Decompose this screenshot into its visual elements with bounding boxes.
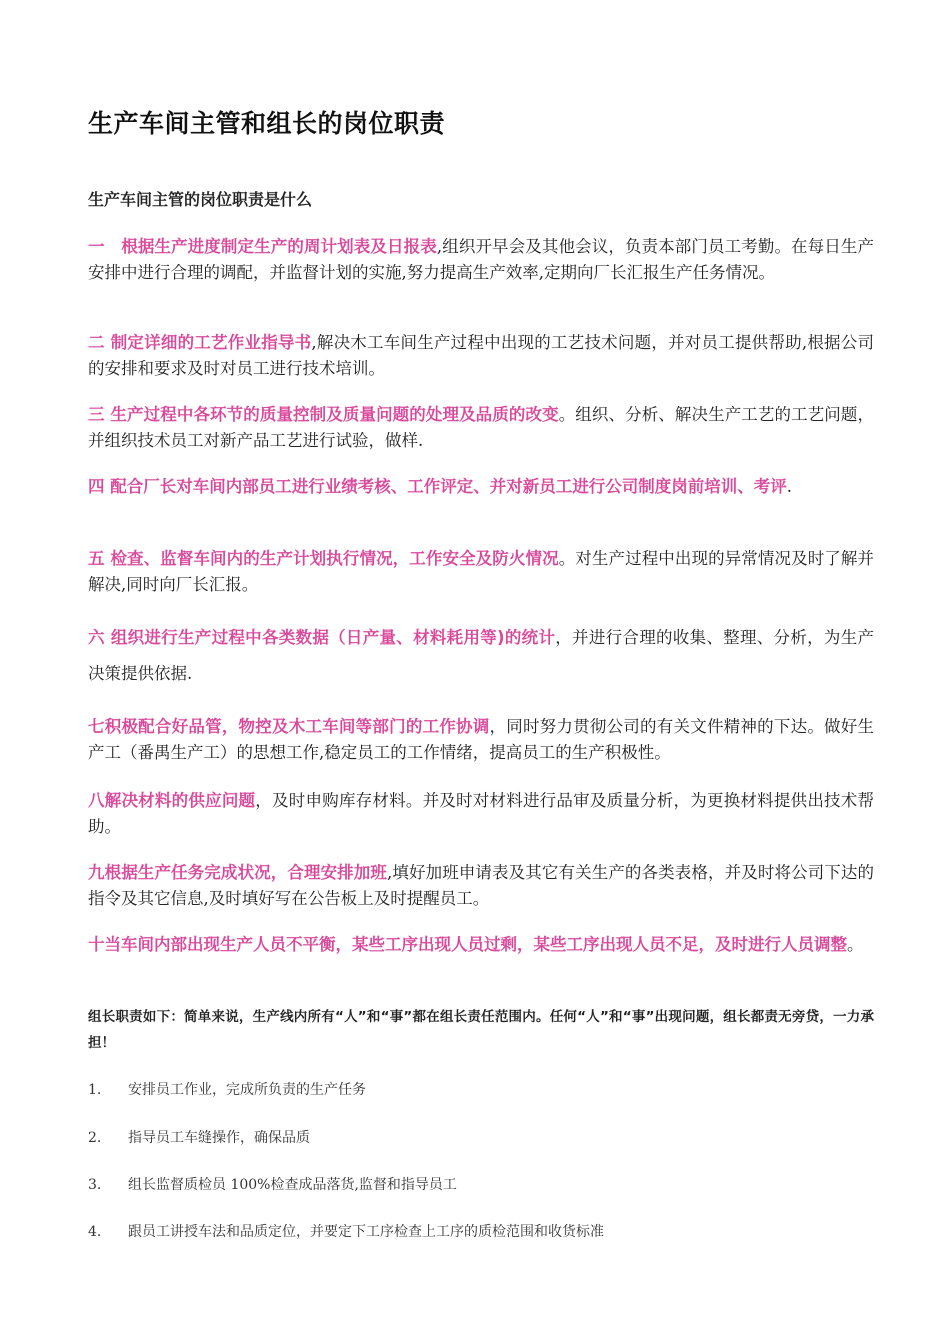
list-number: 3. (88, 1177, 102, 1193)
list-item (88, 1174, 874, 1194)
duty-body: ,组织开早会及其他会议，负责本部门员工考勤。在每日生产安排中进行合理的调配，并监督计划的实施,努力提高生产效率,定期向厂长汇报生产任务情况。 (88, 237, 875, 282)
duty-body: 。 (847, 935, 864, 954)
list-text: 指导员工车缝操作，确保品质 (128, 1130, 310, 1146)
duty-body: ,填好加班申请表及其它有关生产的各类表格，并及时将公司下达的指令及其它信息,及时填好写在公告板上及时提醒员工。 (88, 863, 874, 908)
duty-paragraph-4 (88, 474, 874, 500)
duty-heading: 四 配合厂长对车间内部员工进行业绩考核、工作评定、并对新员工进行公司制度岗前培训、考评 (88, 477, 787, 496)
duty-paragraph-8 (88, 788, 874, 840)
duty-paragraph-2 (88, 330, 874, 382)
duty-paragraph-10 (88, 932, 874, 958)
list-number: 4. (88, 1224, 102, 1240)
duty-heading: 十当车间内部出现生产人员不平衡，某些工序出现人员过剩，某些工序出现人员不足，及时进行人员调整 (88, 935, 847, 954)
list-text: 组长监督质检员 100%检查成品落货,监督和指导员工 (128, 1177, 457, 1193)
duty-body: 。对生产过程中出现的异常情况及时了解并解决,同时向厂长汇报。 (88, 549, 875, 594)
duty-heading: 二 制定详细的工艺作业指导书 (88, 333, 312, 352)
duty-heading: 五 检查、监督车间内的生产计划执行情况，工作安全及防火情况 (88, 549, 559, 568)
list-item (88, 1221, 874, 1241)
list-item (88, 1127, 874, 1147)
duty-paragraph-9 (88, 860, 874, 912)
duty-heading: 六 组织进行生产过程中各类数据（日产量、材料耗用等)的统计 (88, 628, 556, 647)
duty-paragraph-3 (88, 402, 874, 454)
list-text: 安排员工作业，完成所负责的生产任务 (128, 1082, 366, 1098)
duty-paragraph-6 (88, 620, 874, 692)
duty-body: 。组织、分析、解决生产工艺的工艺问题，并组织技术员工对新产品工艺进行试验，做样. (88, 405, 875, 450)
duty-body: ,解决木工车间生产过程中出现的工艺技术问题，并对员工提供帮助,根据公司的安排和要求及时对员工进行技术培训。 (88, 333, 874, 378)
duty-heading: 三 生产过程中各环节的质量控制及质量问题的处理及品质的改变 (88, 405, 559, 424)
duty-paragraph-5 (88, 546, 874, 598)
duty-body: ，及时申购库存材料。并及时对材料进行品审及质量分析，为更换材料提供出技术帮助。 (88, 791, 875, 836)
section-subtitle: 生产车间主管的岗位职责是什么 (88, 190, 313, 209)
document-title: 生产车间主管和组长的岗位职责 (88, 109, 446, 138)
list-number: 1. (88, 1082, 102, 1098)
duty-heading: 九根据生产任务完成状况，合理安排加班 (88, 863, 388, 882)
duty-paragraph-1 (88, 234, 874, 286)
duty-heading: 八解决材料的供应问题 (88, 791, 256, 810)
duty-body: ，同时努力贯彻公司的有关文件精神的下达。做好生产工（番禺生产工）的思想工作,稳定员工的工作情绪，提高员工的生产积极性。 (88, 717, 875, 762)
list-text: 跟员工讲授车法和品质定位，并要定下工序检查上工序的质检范围和收货标准 (128, 1224, 604, 1240)
list-item (88, 1079, 874, 1099)
list-number: 2. (88, 1130, 102, 1146)
duty-heading: 七积极配合好品管，物控及木工车间等部门的工作协调 (88, 717, 490, 736)
duty-heading: 一 根据生产进度制定生产的周计划表及日报表 (88, 237, 437, 256)
duty-body: . (786, 477, 792, 496)
duty-body: ，并进行合理的收集、整理、分析，为生产决策提供依据. (88, 628, 874, 683)
duty-paragraph-7 (88, 714, 874, 766)
team-leader-summary: 组长职责如下：简单来说，生产线内所有“人”和“事”都在组长责任范围内。任何“人”和“事”出现问题，组长都责无旁贷，一力承担！ (88, 1009, 874, 1051)
